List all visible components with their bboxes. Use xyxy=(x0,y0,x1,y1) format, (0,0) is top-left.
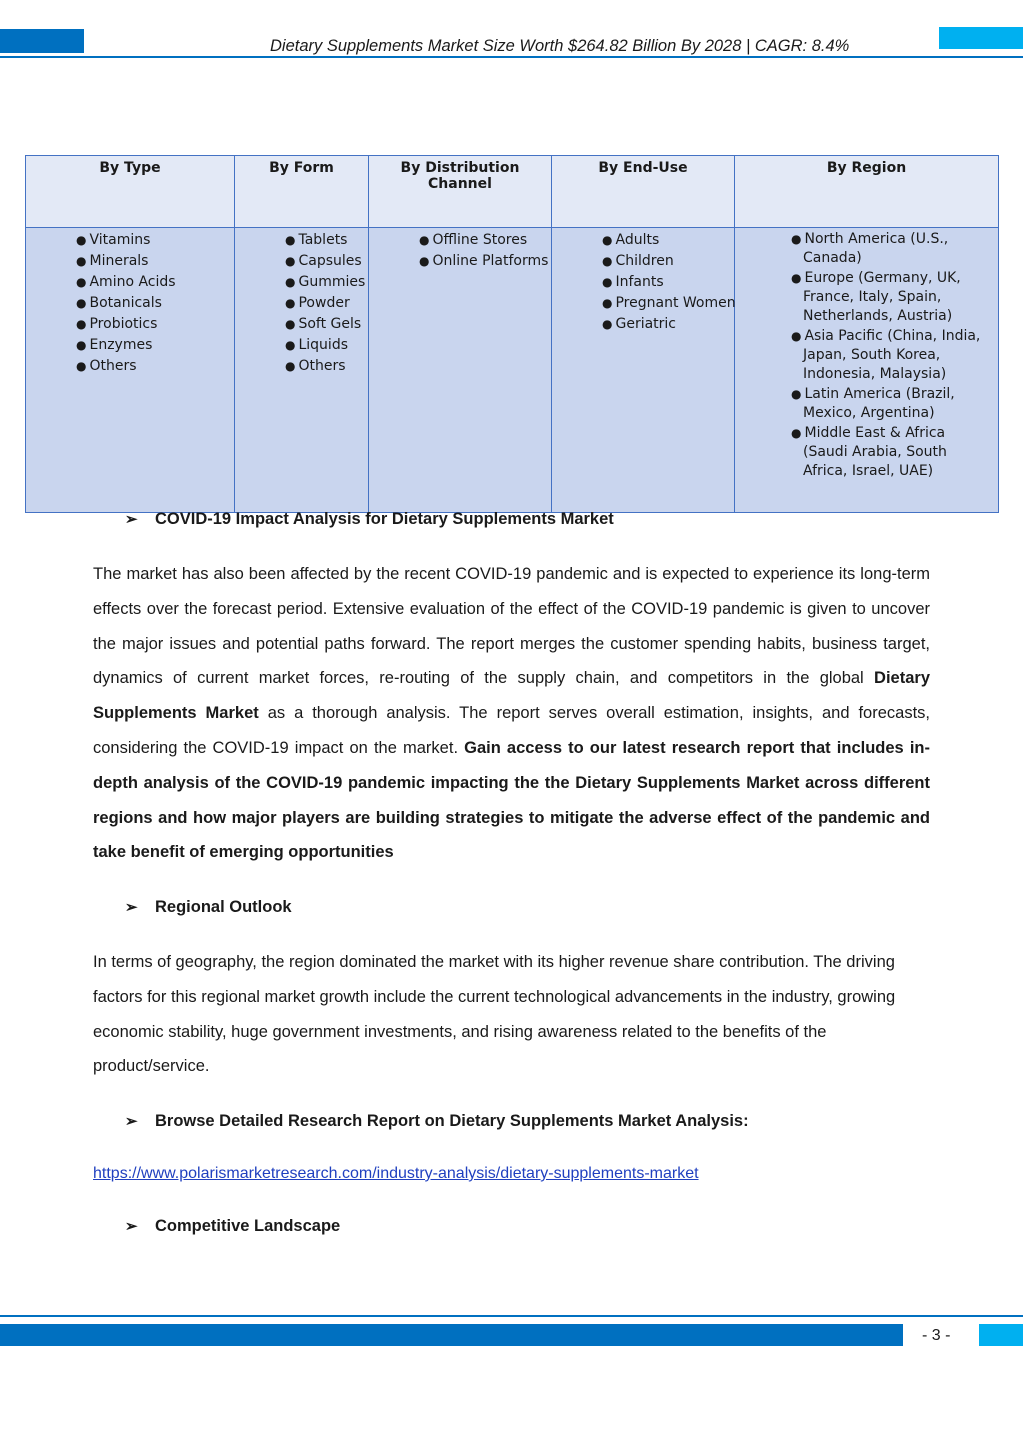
region-cell xyxy=(735,228,999,513)
footer-accent-right xyxy=(979,1324,1023,1346)
list-item: ● Amino Acids xyxy=(76,274,176,290)
covid-heading: ➢ COVID-19 Impact Analysis for Dietary Supplements Market xyxy=(125,510,614,528)
list-item: ● Latin America (Brazil, Mexico, Argentina) xyxy=(791,386,955,421)
regional-paragraph: In terms of geography, the region dominated the market with its higher revenue share contribution. The driving factors for this regional market growth include the current technological advancements in the industry, growing economic stability, huge government investments, and rising awareness related to the benefits of the product/service. xyxy=(93,953,896,1076)
list-item: ● Children xyxy=(602,253,674,269)
list-item: ● North America (U.S., Canada) xyxy=(791,231,949,266)
column-heading-distribution: By Distribution Channel xyxy=(369,156,552,228)
list-item: ● Botanicals xyxy=(76,295,162,311)
list-item: ● Online Platforms xyxy=(419,253,549,269)
list-item: ● Minerals xyxy=(76,253,149,269)
report-link[interactable]: https://www.polarismarketresearch.com/industry-analysis/dietary-supplements-market xyxy=(93,1165,699,1182)
header-accent-right xyxy=(939,27,1023,49)
arrow-bullet-icon: ➢ xyxy=(125,511,138,528)
table-body-row xyxy=(26,228,999,513)
regional-heading: ➢ Regional Outlook xyxy=(125,898,292,916)
list-item: ● Gummies xyxy=(285,274,366,290)
header-rule xyxy=(0,56,1023,58)
list-item: ● Others xyxy=(76,358,137,374)
list-item: ● Geriatric xyxy=(602,316,677,332)
distribution-list xyxy=(369,230,551,272)
list-item: ● Enzymes xyxy=(76,337,153,353)
type-cell xyxy=(26,228,235,513)
covid-paragraph: The market has also been affected by the recent COVID-19 pandemic and is expected to experience its long-term effects over the forecast period. Extensive evaluation of the effect of the COVID-19 pandemic is given to uncover the major issues and potential paths forward. The report merges the customer spending habits, business target, dynamics of current market forces, re-routing of the supply chain, and competitors in the global Dietary Supplements Market as a thorough analysis. The report serves overall estimation, insights, and forecasts, considering the COVID-19 impact on the market. Gain access to our latest research report that includes in-depth analysis of the COVID-19 pandemic impacting the the Dietary Supplements Market across different regions and how major players are building strategies to mitigate the adverse effect of the pandemic and take benefit of emerging opportunities xyxy=(93,565,930,862)
list-item: ● Middle East & Africa (Saudi Arabia, South Africa, Israel, UAE) xyxy=(791,425,947,479)
header-accent-left xyxy=(0,29,84,53)
list-item: ● Infants xyxy=(602,274,664,290)
list-item: ● Liquids xyxy=(285,337,349,353)
table-header-row xyxy=(26,156,999,228)
list-item: ● Pregnant Women xyxy=(602,295,736,311)
arrow-bullet-icon: ➢ xyxy=(125,899,138,916)
list-item: ● Asia Pacific (China, India, Japan, South Korea, Indonesia, Malaysia) xyxy=(791,328,981,382)
distribution-cell xyxy=(369,228,552,513)
column-heading-region: By Region xyxy=(735,156,999,228)
form-cell xyxy=(235,228,369,513)
market-name-bold: Dietary Supplements Market xyxy=(93,669,930,723)
list-item: ● Vitamins xyxy=(76,232,151,248)
list-item: ● Adults xyxy=(602,232,660,248)
header-title: Dietary Supplements Market Size Worth $264.82 Billion By 2028 | CAGR: 8.4% xyxy=(270,37,850,55)
arrow-bullet-icon: ➢ xyxy=(125,1218,138,1235)
end-use-cell xyxy=(552,228,735,513)
type-list xyxy=(26,230,234,377)
list-item: ● Capsules xyxy=(285,253,362,269)
column-heading-end-use: By End-Use xyxy=(552,156,735,228)
column-heading-form: By Form xyxy=(235,156,369,228)
segmentation-table xyxy=(25,155,999,513)
report-cta-bold: Gain access to our latest research report that includes in-depth analysis of the COVID-19 pandemic impacting the the Dietary Supplements Market across different regions and how major players are building strategies to mitigate the adverse effect of the pandemic and take benefit of emerging opportunities xyxy=(93,738,930,862)
list-item: ● Tablets xyxy=(285,232,348,248)
list-item: ● Europe (Germany, UK, France, Italy, Spain, Netherlands, Austria) xyxy=(791,270,961,324)
footer-rule xyxy=(0,1315,1023,1317)
competitive-heading: ➢ Competitive Landscape xyxy=(125,1217,341,1235)
browse-heading: ➢ Browse Detailed Research Report on Dietary Supplements Market Analysis: xyxy=(125,1112,749,1130)
list-item: ● Others xyxy=(285,358,346,374)
form-list xyxy=(235,230,368,377)
arrow-bullet-icon: ➢ xyxy=(125,1113,138,1130)
region-list xyxy=(735,230,998,481)
list-item: ● Powder xyxy=(285,295,350,311)
list-item: ● Soft Gels xyxy=(285,316,362,332)
list-item: ● Probiotics xyxy=(76,316,158,332)
footer-accent-bar xyxy=(0,1324,903,1346)
page-number: - 3 - xyxy=(922,1327,951,1344)
end-use-list xyxy=(552,230,734,335)
list-item: ● Offline Stores xyxy=(419,232,528,248)
column-heading-type: By Type xyxy=(26,156,235,228)
